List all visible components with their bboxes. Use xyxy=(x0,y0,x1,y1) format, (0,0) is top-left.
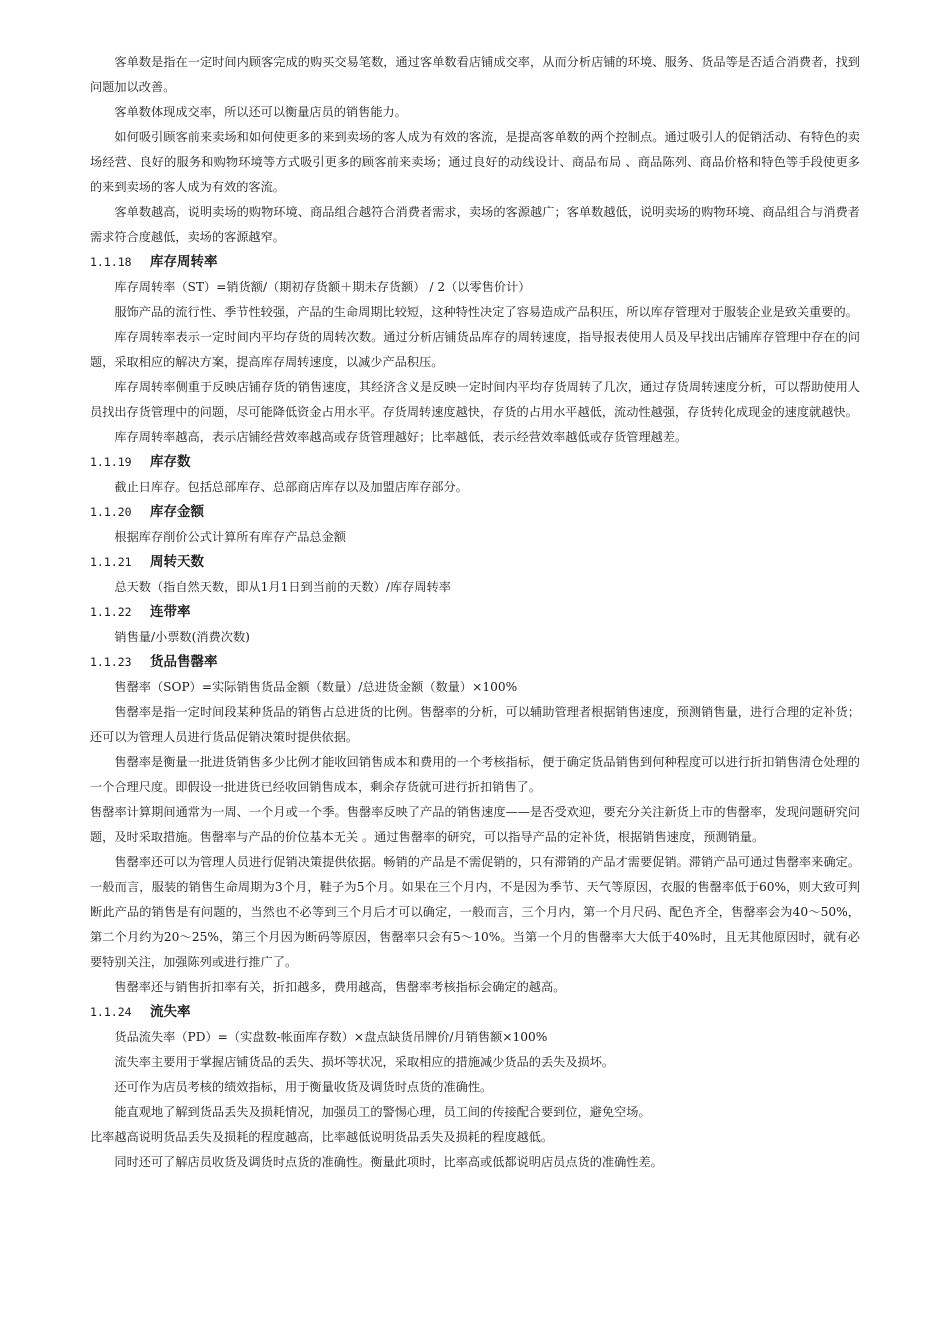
section-heading xyxy=(90,250,860,275)
section-heading xyxy=(90,550,860,575)
section-heading xyxy=(90,650,860,675)
section-heading xyxy=(90,600,860,625)
paragraph: 服饰产品的流行性、季节性较强，产品的生命周期比较短，这种特性决定了容易造成产品积压，所以库存管理对于服装企业是致关重要的。 xyxy=(114,305,858,319)
paragraph: 同时还可了解店员收货及调货时点货的准确性。衡量此项时，比率高或低都说明店员点货的准确性差。 xyxy=(114,1155,663,1169)
section-number: 1.1.24 xyxy=(90,1005,132,1019)
paragraph: 售罄率计算期间通常为一周、一个月或一个季。售罄率反映了产品的销售速度——是否受欢迎，要充分关注新货上市的售罄率，发现问题研究问题，及时采取措施。售罄率与产品的价位基本无关 。通过售罄率的研究，可以指导产品的定补货，根据销售速度，预测销量。 xyxy=(90,805,860,844)
formula: 售罄率（SOP）=实际销售货品金额（数量）/总进货金额（数量）×100% xyxy=(114,680,518,694)
formula: 总天数（指自然天数，即从1月1日到当前的天数）/库存周转率 xyxy=(114,580,451,594)
section-title: 库存金额 xyxy=(150,504,204,520)
paragraph: 能直观地了解到货品丢失及损耗情况，加强员工的警惕心理，员工间的传接配合要到位，避免空场。 xyxy=(114,1105,651,1119)
paragraph: 根据库存削价公式计算所有库存产品总金额 xyxy=(114,530,346,544)
paragraph: 库存周转率越高，表示店铺经营效率越高或存货管理越好；比率越低，表示经营效率越低或存货管理越差。 xyxy=(114,430,688,444)
section-number: 1.1.22 xyxy=(90,605,132,619)
paragraph: 库存周转率表示一定时间内平均存货的周转次数。通过分析店铺货品库存的周转速度，指导报表使用人员及早找出店铺库存管理中存在的问题，采取相应的解决方案，提高库存周转速度，以减少产品积压。 xyxy=(90,330,860,369)
paragraph: 还可作为店员考核的绩效指标，用于衡量收货及调货时点货的准确性。 xyxy=(114,1080,493,1094)
section-heading xyxy=(90,500,860,525)
section-number: 1.1.20 xyxy=(90,505,132,519)
section-heading xyxy=(90,1000,860,1025)
section-title: 库存数 xyxy=(150,454,191,470)
section-title: 货品售罄率 xyxy=(150,654,218,670)
section-number: 1.1.19 xyxy=(90,455,132,469)
document-page xyxy=(90,50,860,1175)
paragraph: 截止日库存。包括总部库存、总部商店库存以及加盟店库存部分。 xyxy=(114,480,468,494)
paragraph: 库存周转率侧重于反映店铺存货的销售速度，其经济含义是反映一定时间内平均存货周转了几次，通过存货周转速度分析，可以帮助使用人员找出存货管理中的问题，尽可能降低资金占用水平。存货周转速度越快，存货的占用水平越低，流动性越强，存货转化成现金的速度就越快。 xyxy=(90,380,860,419)
section-title: 库存周转率 xyxy=(150,254,218,270)
paragraph: 如何吸引顾客前来卖场和如何使更多的来到卖场的客人成为有效的客流，是提高客单数的两个控制点。通过吸引人的促销活动、有特色的卖场经营、良好的服务和购物环境等方式吸引更多的顾客前来卖场；通过良好的动线设计、商品布局 、商品陈列、商品价格和特色等手段使更多的来到卖场的客人成为有效的客流。 xyxy=(90,130,860,194)
paragraph: 客单数体现成交率，所以还可以衡量店员的销售能力。 xyxy=(114,105,407,119)
formula: 库存周转率（ST）=销货额/（期初存货额＋期未存货额） / 2（以零售价计） xyxy=(114,280,531,294)
section-title: 周转天数 xyxy=(150,554,204,570)
section-heading xyxy=(90,450,860,475)
formula: 货品流失率（PD）=（实盘数-帐面库存数）×盘点缺货吊牌价/月销售额×100% xyxy=(114,1030,548,1044)
section-number: 1.1.21 xyxy=(90,555,132,569)
section-number: 1.1.18 xyxy=(90,255,132,269)
paragraph: 售罄率还可以为管理人员进行促销决策提供依据。畅销的产品是不需促销的，只有滞销的产品才需要促销。滞销产品可通过售罄率来确定。一般而言，服装的销售生命周期为3个月，鞋子为5个月。如果在三个月内，不是因为季节、天气等原因，衣服的售罄率低于60%，则大致可判断此产品的销售是有问题的，当然也不必等到三个月后才可以确定，一般而言，三个月内，第一个月尺码、配色齐全，售罄率会为40～50%，第二个月约为20～25%，第三个月因为断码等原因，售罄率只会有5～10%。当第一个月的售罄率大大低于40%时，且无其他原因时，就有必要特别关注，加强陈列或进行推广了。 xyxy=(90,855,860,969)
paragraph: 客单数越高，说明卖场的购物环境、商品组合越符合消费者需求，卖场的客源越广；客单数越低，说明卖场的购物环境、商品组合与消费者需求符合度越低，卖场的客源越窄。 xyxy=(90,205,860,244)
formula: 销售量/小票数(消费次数) xyxy=(114,630,250,644)
paragraph: 比率越高说明货品丢失及损耗的程度越高，比率越低说明货品丢失及损耗的程度越低。 xyxy=(90,1130,554,1144)
section-title: 连带率 xyxy=(150,604,191,620)
paragraph: 客单数是指在一定时间内顾客完成的购买交易笔数，通过客单数看店铺成交率，从而分析店铺的环境、服务、货品等是否适合消费者，找到问题加以改善。 xyxy=(90,55,860,94)
paragraph: 售罄率是衡量一批进货销售多少比例才能收回销售成本和费用的一个考核指标，便于确定货品销售到何种程度可以进行折扣销售清仓处理的一个合理尺度。即假设一批进货已经收回销售成本，剩余存货就可进行折扣销售了。 xyxy=(90,755,860,794)
paragraph: 流失率主要用于掌握店铺货品的丢失、损坏等状况，采取相应的措施减少货品的丢失及损坏。 xyxy=(114,1055,615,1069)
section-number: 1.1.23 xyxy=(90,655,132,669)
section-title: 流失率 xyxy=(150,1004,191,1020)
paragraph: 售罄率是指一定时间段某种货品的销售占总进货的比例。售罄率的分析，可以辅助管理者根据销售速度，预测销售量，进行合理的定补货；还可以为管理人员进行货品促销决策时提供依据。 xyxy=(90,705,860,744)
paragraph: 售罄率还与销售折扣率有关，折扣越多，费用越高，售罄率考核指标会确定的越高。 xyxy=(114,980,566,994)
